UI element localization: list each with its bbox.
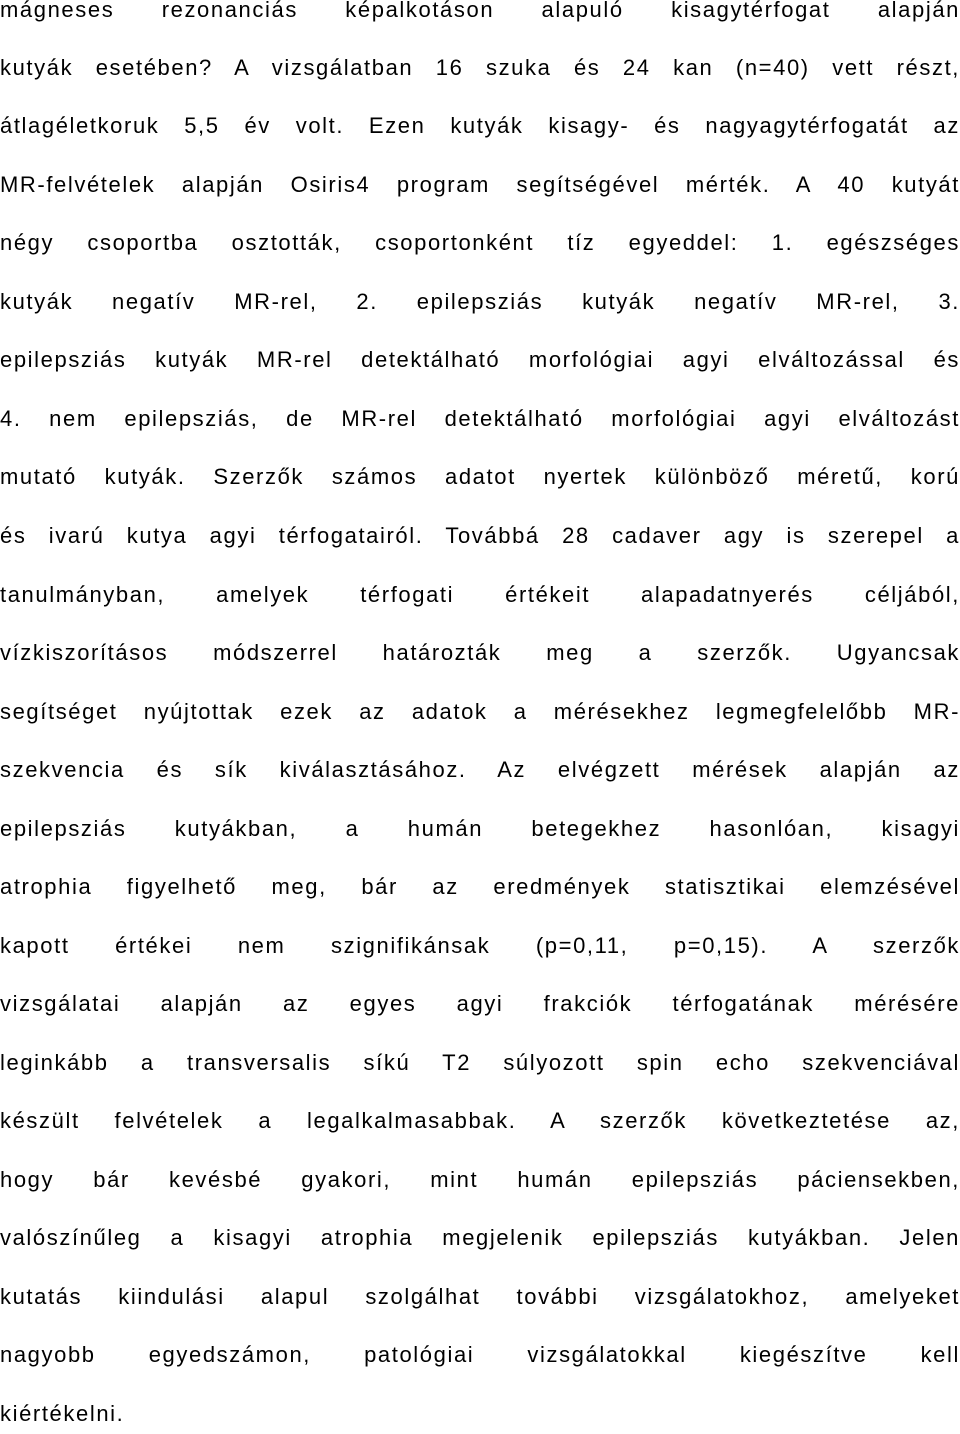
paragraph-line: 4. nem epilepsziás, de MR-rel detektálható morfológiai agyi elváltozást xyxy=(0,406,960,431)
paragraph-line: mágneses rezonanciás képalkotáson alapuló kisagytérfogat alapján xyxy=(0,0,960,22)
paragraph-line: kutyák esetében? A vizsgálatban 16 szuka és 24 kan (n=40) vett részt, xyxy=(0,55,960,80)
paragraph-line: epilepsziás kutyákban, a humán betegekhez hasonlóan, kisagyi xyxy=(0,816,960,841)
paragraph-line: négy csoportba osztották, csoportonként tíz egyeddel: 1. egészséges xyxy=(0,230,960,255)
paragraph-line: vízkiszorításos módszerrel határozták meg a szerzők. Ugyancsak xyxy=(0,640,960,665)
paragraph-line: epilepsziás kutyák MR-rel detektálható morfológiai agyi elváltozással és xyxy=(0,347,960,372)
paragraph-line: tanulmányban, amelyek térfogati értékeit alapadatnyerés céljából, xyxy=(0,582,960,607)
paragraph-last-line: kiértékelni. xyxy=(0,1401,125,1426)
paragraph-line: nagyobb egyedszámon, patológiai vizsgálatokkal kiegészítve kell xyxy=(0,1342,960,1367)
paragraph-line: vizsgálatai alapján az egyes agyi frakciók térfogatának mérésére xyxy=(0,991,960,1016)
paragraph-line: leginkább a transversalis síkú T2 súlyozott spin echo szekvenciával xyxy=(0,1050,960,1075)
paragraph-line: és ivarú kutya agyi térfogatairól. Továbbá 28 cadaver agy is szerepel a xyxy=(0,523,960,548)
paragraph-line: készült felvételek a legalkalmasabbak. A szerzők következtetése az, xyxy=(0,1108,960,1133)
paragraph-line: kutyák negatív MR-rel, 2. epilepsziás kutyák negatív MR-rel, 3. xyxy=(0,289,960,314)
paragraph-line: kutatás kiindulási alapul szolgálhat további vizsgálatokhoz, amelyeket xyxy=(0,1284,960,1309)
paragraph-line: atrophia figyelhető meg, bár az eredmények statisztikai elemzésével xyxy=(0,874,960,899)
paragraph-line: szekvencia és sík kiválasztásához. Az elvégzett mérések alapján az xyxy=(0,757,960,782)
paragraph-line: MR-felvételek alapján Osiris4 program segítségével mérték. A 40 kutyát xyxy=(0,172,960,197)
paragraph-line: mutató kutyák. Szerzők számos adatot nyertek különböző méretű, korú xyxy=(0,464,960,489)
paragraph-line: segítséget nyújtottak ezek az adatok a mérésekhez legmegfelelőbb MR- xyxy=(0,699,960,724)
paragraph-line: hogy bár kevésbé gyakori, mint humán epilepsziás páciensekben, xyxy=(0,1167,960,1192)
paragraph-line: kapott értékei nem szignifikánsak (p=0,11, p=0,15). A szerzők xyxy=(0,933,960,958)
paragraph-line: valószínűleg a kisagyi atrophia megjelenik epilepsziás kutyákban. Jelen xyxy=(0,1225,960,1250)
paragraph-line: átlagéletkoruk 5,5 év volt. Ezen kutyák kisagy- és nagyagytérfogatát az xyxy=(0,113,960,138)
